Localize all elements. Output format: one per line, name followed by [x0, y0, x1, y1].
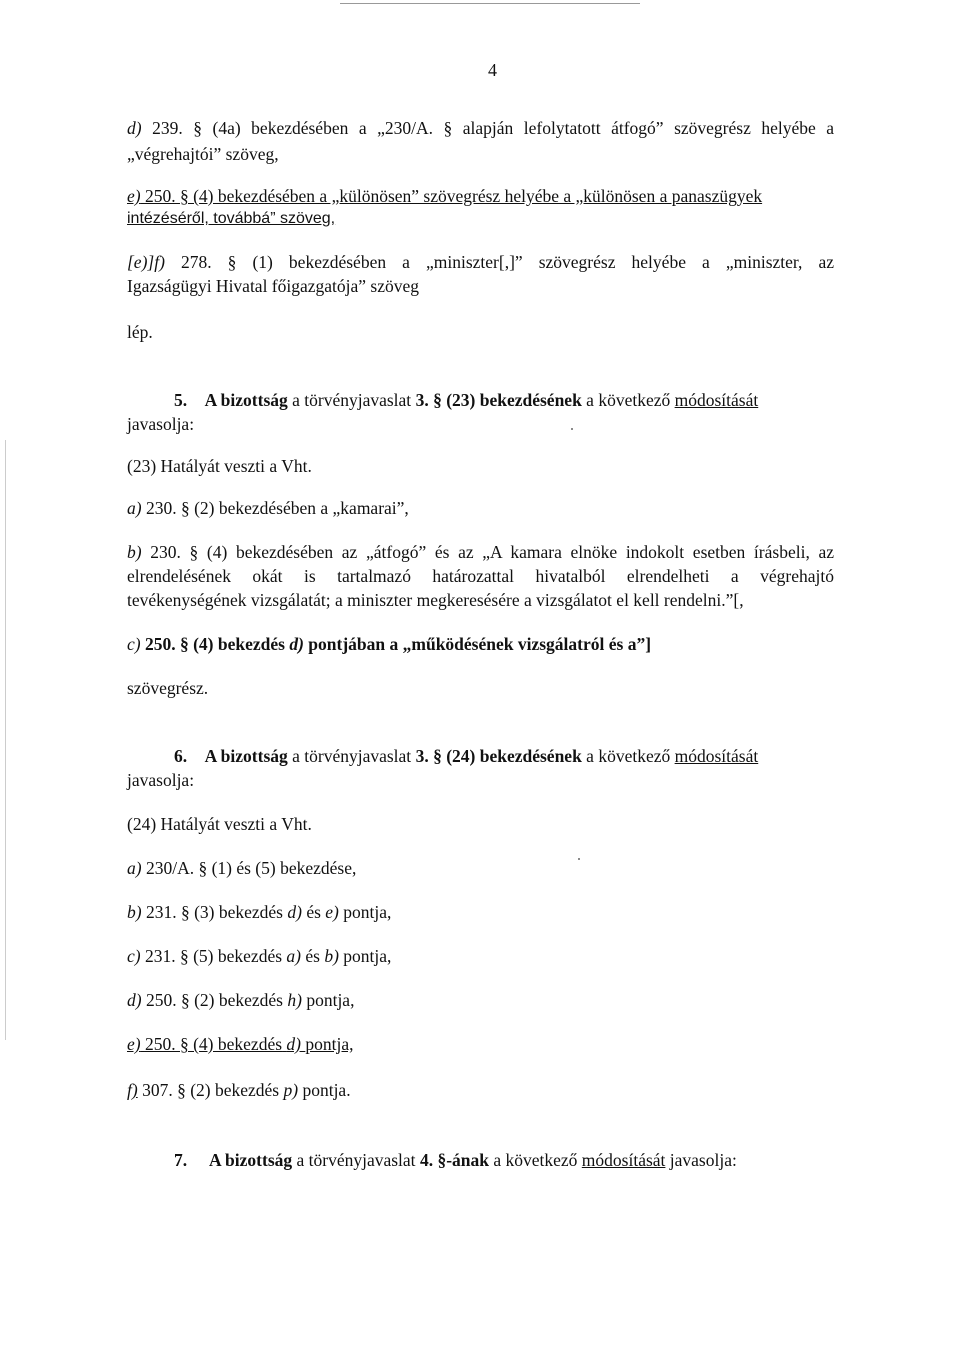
page-number: 4 — [488, 60, 497, 80]
item-d-239 — [127, 118, 834, 139]
item-f-278 — [127, 252, 834, 273]
proposes: javasolja: — [669, 1150, 737, 1170]
following: a következő — [586, 746, 671, 766]
item-f-278-cont: Igazságügyi Hivatal főigazgatója” szöveg — [127, 276, 420, 296]
label: b) — [127, 542, 142, 562]
section-6-heading — [174, 746, 758, 767]
text-rest: pontja, — [305, 1034, 354, 1054]
label: d) — [127, 118, 142, 138]
text: 230/A. § (1) és (5) bekezdése, — [145, 858, 357, 878]
item-c-231 — [127, 946, 391, 967]
label: [e)]f) — [127, 252, 165, 272]
and: és — [305, 946, 320, 966]
paragraph-ref: 3. § (23) bekezdésének — [415, 390, 582, 410]
item-e-250 — [127, 186, 762, 207]
text: 250. § (4) bekezdésében a „különösen” szövegrész helyébe a „különösen a panaszügyek — [144, 186, 763, 206]
label: a) — [127, 498, 142, 518]
scan-speck — [571, 428, 573, 430]
text: 250. § (4) bekezdés — [144, 1034, 283, 1054]
point: d) — [286, 1034, 301, 1054]
section-number: 7. — [174, 1150, 188, 1170]
text: 231. § (5) bekezdés — [144, 946, 283, 966]
text-rest: pontjában a „működésének vizsgálatról és a”] — [308, 634, 652, 654]
point: h) — [287, 990, 302, 1010]
section-number: 5. — [174, 390, 188, 410]
label: a) — [127, 858, 142, 878]
text: 230. § (2) bekezdésében a „kamarai”, — [145, 498, 409, 518]
paragraph-ref: 3. § (24) bekezdésének — [415, 746, 582, 766]
item-b-231 — [127, 902, 391, 923]
text: 231. § (3) bekezdés — [145, 902, 283, 922]
lep: lép. — [127, 322, 153, 342]
szovegresz: szövegrész. — [127, 678, 209, 698]
text: 230. § (4) bekezdésében az „átfogó” és az „A kamara elnöke indokolt esetben írásbeli, az — [150, 542, 835, 562]
label: f) — [127, 1080, 138, 1100]
proposes-5: javasolja: — [127, 414, 195, 434]
amendment: módosítását — [674, 390, 759, 410]
item-b-230-cont2: tevékenységének vizsgálatát; a miniszter megkeresésére a vizsgálatot el kell rendelni.”[, — [127, 590, 744, 610]
amendment: módosítását — [581, 1150, 666, 1170]
text: 250. § (4) bekezdés — [144, 634, 285, 654]
section-ref: 4. §-ának — [419, 1150, 489, 1170]
amendment: módosítását — [674, 746, 759, 766]
section-ref: 239. § — [152, 118, 202, 138]
label: d) — [127, 990, 142, 1010]
item-a-230 — [127, 498, 409, 519]
point: e) — [325, 902, 339, 922]
bill-ref: a törvényjavaslat — [296, 1150, 416, 1170]
point: b) — [324, 946, 339, 966]
text-rest: pontja. — [302, 1080, 351, 1100]
bill-ref: a törvényjavaslat — [292, 746, 412, 766]
item-b-230 — [127, 542, 834, 563]
label: e) — [127, 186, 141, 206]
paragraph-23: (23) Hatályát veszti a Vht. — [127, 456, 312, 476]
committee: A bizottság — [204, 390, 288, 410]
label: c) — [127, 634, 141, 654]
label: b) — [127, 902, 142, 922]
following: a következő — [493, 1150, 578, 1170]
text-rest: pontja, — [343, 946, 392, 966]
item-c-250 — [127, 634, 651, 655]
top-rule — [340, 3, 640, 4]
item-e-250-struck — [127, 1034, 353, 1055]
point: d) — [287, 902, 302, 922]
item-d-250 — [127, 990, 354, 1011]
scan-speck — [578, 858, 580, 860]
and: és — [306, 902, 321, 922]
committee: A bizottság — [209, 1150, 293, 1170]
text: 250. § (2) bekezdés — [145, 990, 283, 1010]
text: (4a) bekezdésében a „230/A. § alapján lefolytatott átfogó” szövegrész helyébe a — [212, 118, 835, 138]
item-e-250-cont: intézéséről, továbbá” szöveg, — [127, 210, 336, 227]
text: 307. § (2) bekezdés — [142, 1080, 280, 1100]
item-f-307 — [127, 1080, 351, 1101]
section-7-heading — [174, 1150, 737, 1171]
point: a) — [286, 946, 301, 966]
text-rest: pontja, — [343, 902, 392, 922]
item-d-239-cont: „végrehajtói” szöveg, — [127, 144, 279, 164]
item-b-230-cont1: elrendelésének okát is tartalmazó határozattal hivatalból elrendelheti a végrehajtó — [127, 566, 834, 586]
section-number: 6. — [174, 746, 188, 766]
proposes-6: javasolja: — [127, 770, 195, 790]
label: e) — [127, 1034, 141, 1054]
item-a-230a — [127, 858, 356, 879]
point: p) — [283, 1080, 299, 1100]
text-rest: pontja, — [306, 990, 355, 1010]
label: c) — [127, 946, 141, 966]
bill-ref: a törvényjavaslat — [292, 390, 412, 410]
text: 278. § (1) bekezdésében a „miniszter[,]” szövegrész helyébe a „miniszter, az — [180, 252, 834, 272]
committee: A bizottság — [204, 746, 288, 766]
point: d) — [289, 634, 304, 654]
paragraph-24: (24) Hatályát veszti a Vht. — [127, 814, 312, 834]
scan-margin-mark — [5, 440, 6, 1040]
following: a következő — [586, 390, 671, 410]
section-5-heading — [174, 390, 758, 411]
